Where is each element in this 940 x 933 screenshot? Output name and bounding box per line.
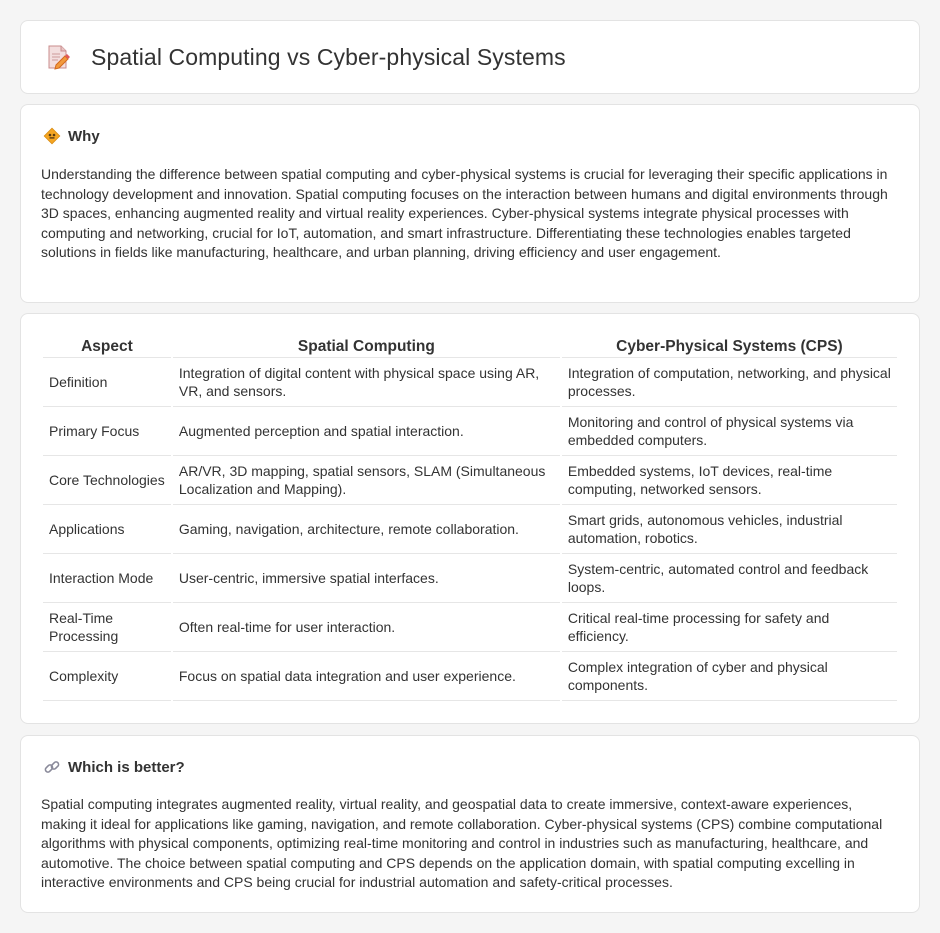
row-spatial-value: Focus on spatial data integration and user experience. bbox=[173, 652, 560, 701]
table-row bbox=[43, 358, 897, 407]
row-aspect: Definition bbox=[43, 358, 171, 407]
row-aspect: Applications bbox=[43, 505, 171, 554]
row-cps-value: Embedded systems, IoT devices, real-time computing, networked sensors. bbox=[562, 456, 897, 505]
row-aspect: Core Technologies bbox=[43, 456, 171, 505]
row-spatial-value: Augmented perception and spatial interaction. bbox=[173, 407, 560, 456]
page-title: Spatial Computing vs Cyber-physical Systems bbox=[91, 43, 566, 70]
why-text: Understanding the difference between spatial computing and cyber-physical systems is crucial for leveraging their specific applications in technology development and innovation. Spatial computing focuses on the interaction between humans and digital environments through 3D spaces, enhancing augmented reality and virtual reality experiences. Cyber-physical systems integrate physical processes with computing and networking, crucial for IoT, automation, and smart infrastructure. Differentiating these technologies enables targeted solutions in fields like manufacturing, healthcare, and urban planning, driving efficiency and user engagement. bbox=[41, 166, 888, 260]
link-icon bbox=[43, 758, 61, 776]
row-cps-value: System-centric, automated control and feedback loops. bbox=[562, 554, 897, 603]
table-row bbox=[43, 407, 897, 456]
row-spatial-value: User-centric, immersive spatial interfaces. bbox=[173, 554, 560, 603]
row-cps-value: Monitoring and control of physical systems via embedded computers. bbox=[562, 407, 897, 456]
comparison-section bbox=[20, 313, 920, 724]
table-row bbox=[43, 456, 897, 505]
header-aspect: Aspect bbox=[43, 336, 171, 358]
why-heading bbox=[43, 127, 100, 145]
row-cps-value: Complex integration of cyber and physical components. bbox=[562, 652, 897, 701]
row-spatial-value: AR/VR, 3D mapping, spatial sensors, SLAM (Simultaneous Localization and Mapping). bbox=[173, 456, 560, 505]
row-cps-value: Smart grids, autonomous vehicles, industrial automation, robotics. bbox=[562, 505, 897, 554]
row-aspect: Interaction Mode bbox=[43, 554, 171, 603]
table-header-row bbox=[43, 336, 897, 358]
table-row bbox=[43, 554, 897, 603]
better-text: Spatial computing integrates augmented reality, virtual reality, and geospatial data to create immersive, context-aware experiences, making it ideal for applications like gaming, navigation, and remote collaboration. Cyber-physical systems (CPS) combine computational algorithms with physical components, optimizing real-time monitoring and control in industries such as manufacturing, healthcare, and automotive. The choice between spatial computing and CPS depends on the application domain, with spatial computing excelling in interactive environments and CPS being crucial for industrial automation and safety-critical processes. bbox=[41, 796, 883, 890]
which-is-better-section bbox=[20, 735, 920, 913]
better-heading bbox=[43, 758, 185, 776]
diamond-sign-icon bbox=[43, 127, 61, 145]
comparison-table bbox=[41, 336, 899, 701]
header-card bbox=[20, 20, 920, 94]
header-cps: Cyber-Physical Systems (CPS) bbox=[562, 336, 897, 358]
row-spatial-value: Integration of digital content with physical space using AR, VR, and sensors. bbox=[173, 358, 560, 407]
document-pencil-icon bbox=[45, 43, 71, 71]
row-aspect: Primary Focus bbox=[43, 407, 171, 456]
row-aspect: Complexity bbox=[43, 652, 171, 701]
row-cps-value: Critical real-time processing for safety and efficiency. bbox=[562, 603, 897, 652]
row-spatial-value: Gaming, navigation, architecture, remote collaboration. bbox=[173, 505, 560, 554]
table-row bbox=[43, 603, 897, 652]
why-title: Why bbox=[68, 127, 100, 145]
row-aspect: Real-Time Processing bbox=[43, 603, 171, 652]
row-spatial-value: Often real-time for user interaction. bbox=[173, 603, 560, 652]
header-spatial-computing: Spatial Computing bbox=[173, 336, 560, 358]
row-cps-value: Integration of computation, networking, and physical processes. bbox=[562, 358, 897, 407]
better-title: Which is better? bbox=[68, 758, 185, 776]
table-row bbox=[43, 652, 897, 701]
table-row bbox=[43, 505, 897, 554]
why-section bbox=[20, 104, 920, 303]
title-row bbox=[45, 43, 566, 71]
